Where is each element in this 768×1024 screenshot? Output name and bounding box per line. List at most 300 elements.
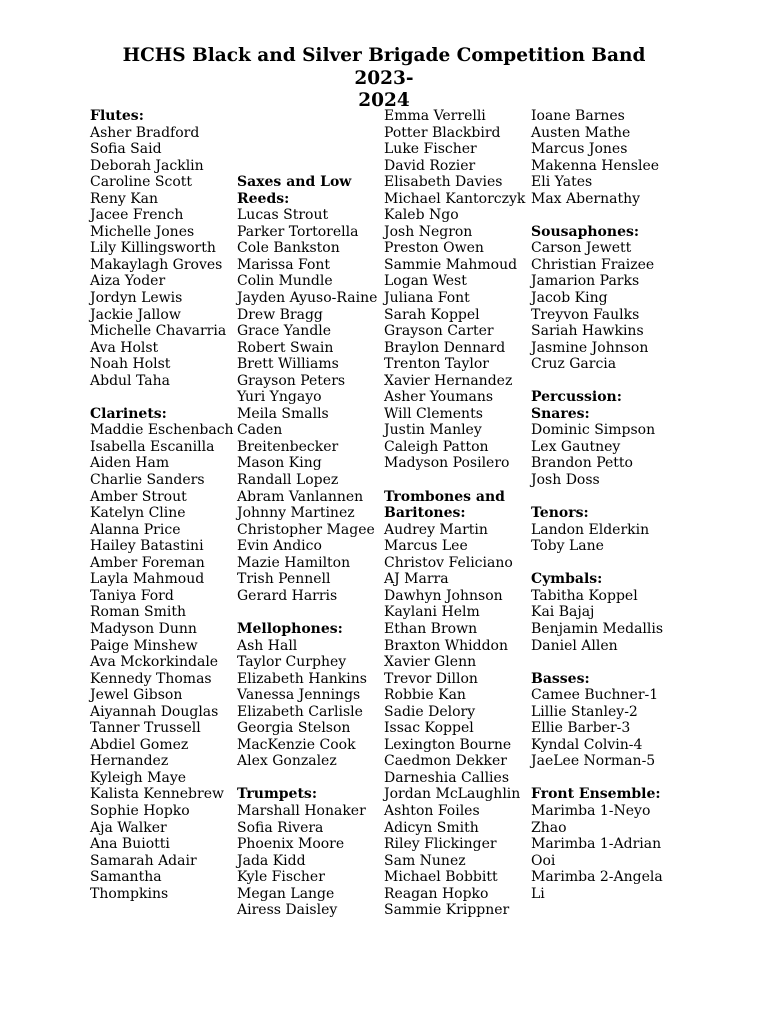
member-name-line: Sammie Mahmoud (384, 256, 518, 273)
member-name (384, 538, 529, 555)
member-name (384, 803, 529, 820)
member-name (90, 489, 235, 506)
member-name (531, 687, 676, 704)
member-name (237, 323, 382, 340)
member-name (90, 571, 235, 588)
member-name-line: Issac Koppel (384, 720, 474, 737)
member-name-line: Deborah Jacklin (90, 157, 204, 174)
member-name (237, 307, 382, 324)
member-name-line: Ellie Barber-3 (531, 720, 631, 737)
member-name-line: Lex Gautney (531, 438, 621, 455)
member-name-line: Sam Nunez (384, 852, 466, 869)
member-name-line: Mason King (237, 455, 322, 472)
roster-section (531, 671, 676, 770)
member-name (237, 406, 382, 423)
member-name (90, 555, 235, 572)
member-name (531, 340, 676, 357)
member-name (237, 687, 382, 704)
member-name-line: Jewel Gibson (90, 687, 183, 704)
member-name (237, 753, 382, 770)
member-name (384, 753, 529, 770)
member-name-line: Grayson Carter (384, 323, 494, 340)
member-name-line: Layla Mahmoud (90, 571, 205, 588)
member-name-line: Jackie Jallow (90, 306, 181, 323)
member-name (384, 671, 529, 688)
member-name (237, 340, 382, 357)
roster-section (237, 786, 382, 918)
member-name (531, 174, 676, 191)
member-name (384, 604, 529, 621)
member-name (237, 853, 382, 870)
member-list (237, 803, 382, 919)
member-name (384, 373, 529, 390)
member-name (384, 704, 529, 721)
member-name (531, 538, 676, 555)
member-name (531, 191, 676, 208)
member-name-line: Jasmine Johnson (531, 339, 649, 356)
member-name (90, 538, 235, 555)
member-name (531, 704, 676, 721)
member-name-line: Toby Lane (531, 538, 604, 555)
member-list (90, 125, 235, 390)
roster-section (90, 406, 235, 902)
member-name-line: Christian Fraizee (531, 256, 655, 273)
member-list (237, 207, 382, 604)
member-name-line: Will Clements (384, 405, 483, 422)
member-name-line: Josh Doss (531, 472, 600, 489)
section-heading (90, 406, 235, 423)
member-name (531, 240, 676, 257)
member-list (531, 108, 676, 207)
member-name-line: Parker Tortorella (237, 223, 359, 240)
member-name (531, 522, 676, 539)
member-name-line: Johnny Martinez (237, 505, 355, 522)
member-name (237, 257, 382, 274)
member-name-line: Marshall Honaker (237, 802, 366, 819)
member-name-line: Elizabeth Hankins (237, 670, 367, 687)
member-name-line: Taylor Curphey (237, 654, 347, 671)
member-name-line: Megan Lange (237, 885, 335, 902)
member-name-line: Marimba 1-Adrian (531, 836, 662, 853)
member-name (531, 125, 676, 142)
member-name (531, 836, 676, 869)
member-name (384, 654, 529, 671)
member-name-line: Aja Walker (90, 819, 167, 836)
roster-column-2 (237, 108, 382, 919)
member-name-line: Braxton Whiddon (384, 637, 508, 654)
member-name-line: Caroline Scott (90, 174, 192, 191)
member-name (90, 737, 235, 754)
section-heading-line: Baritones: (384, 505, 466, 522)
section-heading (531, 786, 676, 803)
member-name-line: Mazie Hamilton (237, 554, 351, 571)
section-heading-line: Trumpets: (237, 786, 317, 803)
member-name (384, 869, 529, 886)
member-name-line: Emma Verrelli (384, 108, 486, 124)
member-name (90, 125, 235, 142)
member-name-line: Marcus Jones (531, 141, 628, 158)
member-name (237, 389, 382, 406)
member-name-line: Jamarion Parks (531, 273, 640, 290)
member-name (384, 191, 529, 208)
member-name (384, 836, 529, 853)
member-name-line: Samantha (90, 869, 162, 886)
member-name (384, 257, 529, 274)
member-name-line: Darneshia Callies (384, 769, 510, 786)
roster-section (531, 108, 676, 207)
member-name-line: Lily Killingsworth (90, 240, 216, 257)
member-name-line: Trish Pennell (237, 571, 331, 588)
section-heading (237, 621, 382, 638)
section-heading (531, 389, 676, 422)
member-name-line: Thompkins (90, 885, 169, 902)
member-name (384, 422, 529, 439)
section-heading (531, 224, 676, 241)
member-name (531, 737, 676, 754)
member-name-line: Lexington Bourne (384, 736, 512, 753)
member-name (90, 158, 235, 175)
member-name-line: Marimba 2-Angela (531, 869, 663, 886)
member-name (90, 141, 235, 158)
roster-section (531, 389, 676, 488)
section-heading-line: Percussion: (531, 389, 622, 406)
member-name-line: Kaleb Ngo (384, 207, 459, 224)
member-name (237, 869, 382, 886)
member-name (384, 406, 529, 423)
member-name-line: Josh Negron (384, 223, 473, 240)
member-name (531, 638, 676, 655)
member-name (384, 687, 529, 704)
member-name-line: Michelle Jones (90, 223, 195, 240)
member-name (531, 158, 676, 175)
member-name-line: Amber Strout (90, 488, 187, 505)
member-name (237, 803, 382, 820)
member-name-line: Lillie Stanley-2 (531, 703, 638, 720)
member-name (531, 720, 676, 737)
member-name-line: Hailey Batastini (90, 538, 204, 555)
member-name (237, 489, 382, 506)
member-name (384, 290, 529, 307)
member-name (531, 307, 676, 324)
member-name-line: Kennedy Thomas (90, 670, 212, 687)
member-name (531, 803, 676, 836)
member-name-line: Robbie Kan (384, 687, 466, 704)
member-name-line: Lucas Strout (237, 207, 329, 224)
member-name (237, 820, 382, 837)
member-name (90, 340, 235, 357)
member-name-line: Caleigh Patton (384, 438, 489, 455)
member-name (531, 290, 676, 307)
member-name (531, 323, 676, 340)
member-name (384, 571, 529, 588)
member-name-line: Xavier Glenn (384, 654, 477, 671)
member-name-line: Luke Fischer (384, 141, 477, 158)
member-name-line: Jacee French (90, 207, 184, 224)
member-name (237, 207, 382, 224)
member-name-line: Preston Owen (384, 240, 484, 257)
member-name-line: Georgia Stelson (237, 720, 351, 737)
member-name (384, 770, 529, 787)
member-name-line: Kyleigh Maye (90, 769, 187, 786)
member-name (531, 356, 676, 373)
member-name (237, 836, 382, 853)
member-name (237, 671, 382, 688)
section-heading-line: Reeds: (237, 190, 290, 207)
member-name-line: Zhao (531, 819, 567, 836)
member-name (384, 737, 529, 754)
member-name-line: MacKenzie Cook (237, 736, 356, 753)
member-name (237, 240, 382, 257)
member-name-line: Airess Daisley (237, 902, 338, 919)
member-name-line: Logan West (384, 273, 467, 290)
member-name-line: Marissa Font (237, 256, 331, 273)
member-name-line: Gerard Harris (237, 587, 338, 604)
page-title-line: HCHS Black and Silver Brigade Competition Band 2023- (122, 45, 646, 89)
member-name-line: Benjamin Medallis (531, 620, 664, 637)
member-name-line: Taniya Ford (90, 587, 174, 604)
member-name (90, 439, 235, 456)
member-name-line: Ava Mckorkindale (90, 654, 219, 671)
member-name (90, 323, 235, 340)
member-name-line: Marcus Lee (384, 538, 468, 555)
member-list (384, 522, 529, 919)
member-name (384, 174, 529, 191)
section-heading-line: Mellophones: (237, 620, 343, 637)
member-name-line: Audrey Martin (384, 521, 488, 538)
member-name (90, 240, 235, 257)
member-name (384, 853, 529, 870)
member-name (384, 455, 529, 472)
member-name (237, 555, 382, 572)
member-list (531, 588, 676, 654)
member-name-line: Elisabeth Davies (384, 174, 503, 191)
member-name-line: Brandon Petto (531, 455, 633, 472)
member-name-line: Phoenix Moore (237, 836, 345, 853)
member-name (90, 671, 235, 688)
member-name-line: Makaylagh Groves (90, 256, 223, 273)
roster-column-3 (384, 108, 529, 919)
member-name-line: Reny Kan (90, 190, 159, 207)
member-name-line: Isabella Escanilla (90, 438, 215, 455)
member-name (90, 290, 235, 307)
member-name-line: Juliana Font (384, 290, 470, 307)
member-name-line: Caden (237, 422, 283, 439)
member-name-line: Brett Williams (237, 356, 339, 373)
roster-section (531, 571, 676, 654)
member-name (237, 505, 382, 522)
member-name (531, 753, 676, 770)
member-name-line: Ava Holst (90, 339, 159, 356)
member-name-line: Aiyannah Douglas (90, 703, 219, 720)
member-name-line: Ana Buiotti (90, 836, 170, 853)
member-name (90, 191, 235, 208)
member-name-line: Samarah Adair (90, 852, 197, 869)
member-list (531, 687, 676, 770)
member-name (90, 687, 235, 704)
member-name-line: Dawhyn Johnson (384, 587, 503, 604)
member-name (237, 273, 382, 290)
member-name-line: Paige Minshew (90, 637, 198, 654)
member-name (90, 422, 235, 439)
member-name (90, 770, 235, 787)
member-name (531, 869, 676, 902)
member-name-line: Abdul Taha (90, 372, 170, 389)
member-name-line: Kai Bajaj (531, 604, 595, 621)
member-name (384, 820, 529, 837)
member-name-line: Noah Holst (90, 356, 171, 373)
member-name-line: Potter Blackbird (384, 124, 501, 141)
member-name (384, 207, 529, 224)
roster-column-4 (531, 108, 676, 902)
member-name-line: Ethan Brown (384, 620, 478, 637)
section-heading-line: Clarinets: (90, 405, 167, 422)
member-name-line: Grayson Peters (237, 372, 346, 389)
member-name (237, 373, 382, 390)
roster-section (237, 621, 382, 770)
member-name (90, 224, 235, 241)
member-name (384, 323, 529, 340)
member-name (90, 455, 235, 472)
member-name-line: Aiden Ham (90, 455, 170, 472)
member-name-line: Breitenbecker (237, 438, 339, 455)
member-name (237, 654, 382, 671)
member-name-line: Treyvon Faulks (531, 306, 640, 323)
member-name-line: Max Abernathy (531, 190, 640, 207)
member-name (90, 820, 235, 837)
member-name-line: Abdiel Gomez (90, 736, 189, 753)
member-name (90, 869, 235, 902)
member-name-line: Trenton Taylor (384, 356, 489, 373)
member-list (531, 240, 676, 372)
member-name (384, 389, 529, 406)
member-name (90, 853, 235, 870)
member-name-line: Michael Kantorczyk (384, 190, 526, 207)
page-title-line: 2024 (358, 90, 410, 111)
member-name (237, 290, 382, 307)
member-name (90, 720, 235, 737)
member-name-line: Madyson Posilero (384, 455, 510, 472)
member-name-line: Aiza Yoder (90, 273, 166, 290)
member-name (237, 704, 382, 721)
member-name-line: Li (531, 885, 545, 902)
member-name-line: Vanessa Jennings (237, 687, 361, 704)
member-name (384, 158, 529, 175)
member-name-line: JaeLee Norman-5 (531, 753, 656, 770)
section-heading-line: Tenors: (531, 505, 589, 522)
member-name (237, 472, 382, 489)
section-heading (531, 505, 676, 522)
member-name-line: Eli Yates (531, 174, 593, 191)
member-name (384, 522, 529, 539)
member-name-line: Christov Feliciano (384, 554, 513, 571)
member-name-line: Kyndal Colvin-4 (531, 736, 643, 753)
member-name-line: Carson Jewett (531, 240, 632, 257)
member-name (237, 886, 382, 903)
member-name (531, 439, 676, 456)
member-name (384, 621, 529, 638)
member-name-line: Camee Buchner-1 (531, 687, 659, 704)
member-name (90, 257, 235, 274)
member-name-line: Ioane Barnes (531, 108, 625, 124)
section-heading (531, 671, 676, 688)
member-name-line: Cole Bankston (237, 240, 340, 257)
member-name (237, 720, 382, 737)
member-name-line: Alex Gonzalez (237, 753, 337, 770)
member-name-line: Madyson Dunn (90, 620, 197, 637)
member-name (90, 803, 235, 820)
member-name-line: Sadie Delory (384, 703, 476, 720)
member-name-line: Abram Vanlannen (237, 488, 364, 505)
member-name (90, 638, 235, 655)
member-name-line: David Rozier (384, 157, 476, 174)
section-heading-line: Sousaphones: (531, 223, 640, 240)
member-name-line: Roman Smith (90, 604, 187, 621)
section-heading (237, 786, 382, 803)
member-name-line: Michael Bobbitt (384, 869, 498, 886)
member-name-line: Austen Mathe (531, 124, 631, 141)
member-name-line: Tanner Trussell (90, 720, 201, 737)
member-name (384, 224, 529, 241)
member-name (90, 704, 235, 721)
member-name-line: Kaylani Helm (384, 604, 480, 621)
roster-section (90, 108, 235, 389)
member-name-line: Justin Manley (384, 422, 482, 439)
member-name-line: Evin Andico (237, 538, 322, 555)
member-name (90, 273, 235, 290)
member-name (90, 604, 235, 621)
member-name-line: Xavier Hernandez (384, 372, 513, 389)
member-name (384, 340, 529, 357)
member-list (90, 422, 235, 902)
section-heading (90, 108, 235, 125)
member-name-line: Makenna Henslee (531, 157, 660, 174)
member-name-line: Landon Elderkin (531, 521, 650, 538)
member-list (237, 638, 382, 770)
member-name (384, 307, 529, 324)
member-name-line: Tabitha Koppel (531, 587, 638, 604)
member-name-line: Riley Flickinger (384, 836, 497, 853)
member-name (384, 555, 529, 572)
roster-section (531, 224, 676, 373)
member-name-line: Elizabeth Carlisle (237, 703, 363, 720)
member-name (90, 588, 235, 605)
member-name-line: Sariah Hawkins (531, 323, 644, 340)
member-name-line: Ash Hall (237, 637, 298, 654)
member-name-line: Michelle Chavarria (90, 323, 227, 340)
member-name (384, 125, 529, 142)
member-name (90, 207, 235, 224)
member-name (531, 108, 676, 125)
roster-section (531, 505, 676, 555)
member-name (237, 638, 382, 655)
member-name (384, 786, 529, 803)
member-name-line: Braylon Dennard (384, 339, 506, 356)
member-name (384, 273, 529, 290)
member-name-line: Amber Foreman (90, 554, 205, 571)
member-list (531, 522, 676, 555)
member-name-line: Asher Youmans (384, 389, 494, 406)
member-name-line: Alanna Price (90, 521, 181, 538)
member-name (90, 836, 235, 853)
member-name (237, 522, 382, 539)
member-name-line: Meila Smalls (237, 405, 329, 422)
member-list (531, 422, 676, 488)
member-name (531, 422, 676, 439)
member-name (384, 141, 529, 158)
page-title (90, 45, 678, 113)
roster-section (384, 108, 529, 472)
member-name-line: Adicyn Smith (384, 819, 479, 836)
